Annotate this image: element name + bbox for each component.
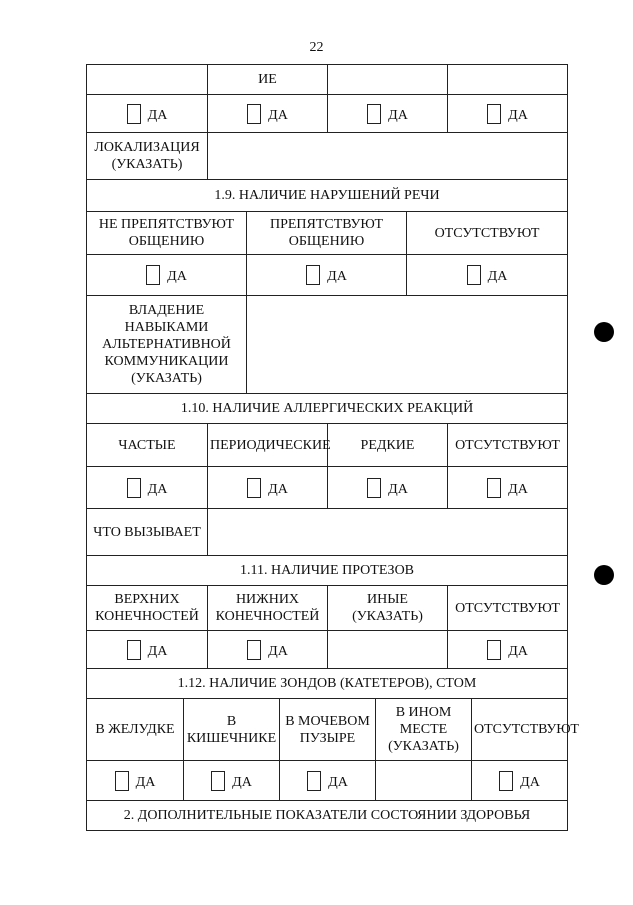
checkbox[interactable] <box>127 640 141 660</box>
column-header: ОТСУТСТВУЮТ <box>448 586 568 631</box>
checkbox-cell[interactable] <box>448 467 568 509</box>
checkbox-label: ДА <box>147 643 168 659</box>
binder-hole <box>594 565 614 585</box>
column-header: В МОЧЕВОМ ПУЗЫРЕ <box>280 699 376 761</box>
checkbox-cell[interactable] <box>87 631 208 669</box>
checkbox-label: ДА <box>147 107 168 123</box>
checkbox-label: ДА <box>508 643 528 659</box>
section-title: 1.12. НАЛИЧИЕ ЗОНДОВ (КАТЕТЕРОВ), СТОМ <box>87 669 568 699</box>
section-title: 1.11. НАЛИЧИЕ ПРОТЕЗОВ <box>87 556 568 586</box>
checkbox[interactable] <box>307 771 321 791</box>
checkbox[interactable] <box>247 104 261 124</box>
checkbox-label: ДА <box>268 643 288 659</box>
checkbox-cell[interactable] <box>407 255 568 296</box>
checkbox-cell[interactable] <box>208 631 328 669</box>
checkbox-cell[interactable] <box>247 255 407 296</box>
column-header: ПРЕПЯТСТВУЮТ ОБЩЕНИЮ <box>247 212 407 255</box>
checkbox-cell[interactable] <box>328 467 448 509</box>
checkbox-label: ДА <box>388 107 408 123</box>
checkbox[interactable] <box>115 771 129 791</box>
section-title: 1.10. НАЛИЧИЕ АЛЛЕРГИЧЕСКИХ РЕАКЦИЙ <box>87 394 568 424</box>
column-header: ОТСУТСТВУЮТ <box>448 424 568 467</box>
skills-label: ВЛАДЕНИЕ НАВЫКАМИ АЛЬТЕРНАТИВНОЙ КОММУНИКАЦИИ (УКАЗАТЬ) <box>87 296 247 394</box>
checkbox-cell[interactable] <box>87 95 208 133</box>
form-table-top <box>86 64 568 180</box>
section-title: 2. ДОПОЛНИТЕЛЬНЫЕ ПОКАЗАТЕЛИ СОСТОЯНИИ ЗДОРОВЬЯ <box>87 801 568 831</box>
checkbox[interactable] <box>211 771 225 791</box>
cause-label: ЧТО ВЫЗЫВАЕТ <box>87 509 208 556</box>
checkbox-label: ДА <box>167 269 187 284</box>
checkbox[interactable] <box>499 771 513 791</box>
checkbox[interactable] <box>367 104 381 124</box>
skills-field[interactable] <box>247 296 568 394</box>
other-prosthesis-field[interactable] <box>328 631 448 669</box>
checkbox[interactable] <box>247 640 261 660</box>
column-header: В КИШЕЧНИКЕ <box>184 699 280 761</box>
checkbox-label: ДА <box>268 481 288 497</box>
localization-label: ЛОКАЛИЗАЦИЯ (УКАЗАТЬ) <box>87 133 208 180</box>
checkbox[interactable] <box>367 478 381 498</box>
checkbox-cell[interactable] <box>184 761 280 801</box>
localization-field[interactable] <box>208 133 568 180</box>
checkbox-cell[interactable] <box>448 95 568 133</box>
column-header: РЕДКИЕ <box>328 424 448 467</box>
other-location-field[interactable] <box>376 761 472 801</box>
probes-table <box>86 668 579 831</box>
section-title: 1.9. НАЛИЧИЕ НАРУШЕНИЙ РЕЧИ <box>87 180 568 212</box>
checkbox-label: ДА <box>135 774 156 790</box>
checkbox[interactable] <box>487 104 501 124</box>
checkbox-label: ДА <box>268 107 288 123</box>
column-header: В ИНОМ МЕСТЕ (УКАЗАТЬ) <box>376 699 472 761</box>
checkbox-label: ДА <box>508 107 528 123</box>
checkbox-cell[interactable] <box>208 95 328 133</box>
speech-table <box>86 179 568 394</box>
checkbox[interactable] <box>487 640 501 660</box>
column-header: ОТСУТСТВУЮТ <box>407 212 568 255</box>
checkbox-label: ДА <box>232 774 252 790</box>
column-header: НЕ ПРЕПЯТСТВУЮТ ОБЩЕНИЮ <box>87 212 247 255</box>
checkbox[interactable] <box>306 265 320 285</box>
checkbox[interactable] <box>467 265 481 285</box>
checkbox-cell[interactable] <box>87 761 184 801</box>
checkbox-label: ДА <box>520 774 540 790</box>
checkbox[interactable] <box>127 478 141 498</box>
prosthesis-table <box>86 555 568 669</box>
column-header: ИНЫЕ (УКАЗАТЬ) <box>328 586 448 631</box>
column-header: ПЕРИОДИЧЕСКИЕ <box>208 424 328 467</box>
header-cell: ИЕ <box>208 65 328 95</box>
checkbox[interactable] <box>127 104 141 124</box>
allergy-table <box>86 393 568 556</box>
checkbox-cell[interactable] <box>208 467 328 509</box>
checkbox-cell[interactable] <box>87 467 208 509</box>
checkbox-cell[interactable] <box>280 761 376 801</box>
checkbox-label: ДА <box>487 269 508 284</box>
checkbox-cell[interactable] <box>328 95 448 133</box>
column-header: ВЕРХНИХ КОНЕЧНОСТЕЙ <box>87 586 208 631</box>
cause-field[interactable] <box>208 509 568 556</box>
checkbox-cell[interactable] <box>87 255 247 296</box>
page-number: 22 <box>309 40 324 55</box>
column-header: НИЖНИХ КОНЕЧНОСТЕЙ <box>208 586 328 631</box>
column-header: В ЖЕЛУДКЕ <box>87 699 184 761</box>
checkbox-label: ДА <box>388 481 408 497</box>
checkbox-label: ДА <box>328 774 348 790</box>
column-header: ОТСУТСТВУЮТ <box>472 699 568 761</box>
binder-hole <box>594 322 614 342</box>
checkbox[interactable] <box>487 478 501 498</box>
checkbox-label: ДА <box>508 481 528 497</box>
checkbox[interactable] <box>146 265 160 285</box>
column-header: ЧАСТЫЕ <box>87 424 208 467</box>
checkbox-label: ДА <box>147 481 168 497</box>
checkbox-cell[interactable] <box>472 761 568 801</box>
checkbox-cell[interactable] <box>448 631 568 669</box>
checkbox[interactable] <box>247 478 261 498</box>
checkbox-label: ДА <box>327 269 347 284</box>
